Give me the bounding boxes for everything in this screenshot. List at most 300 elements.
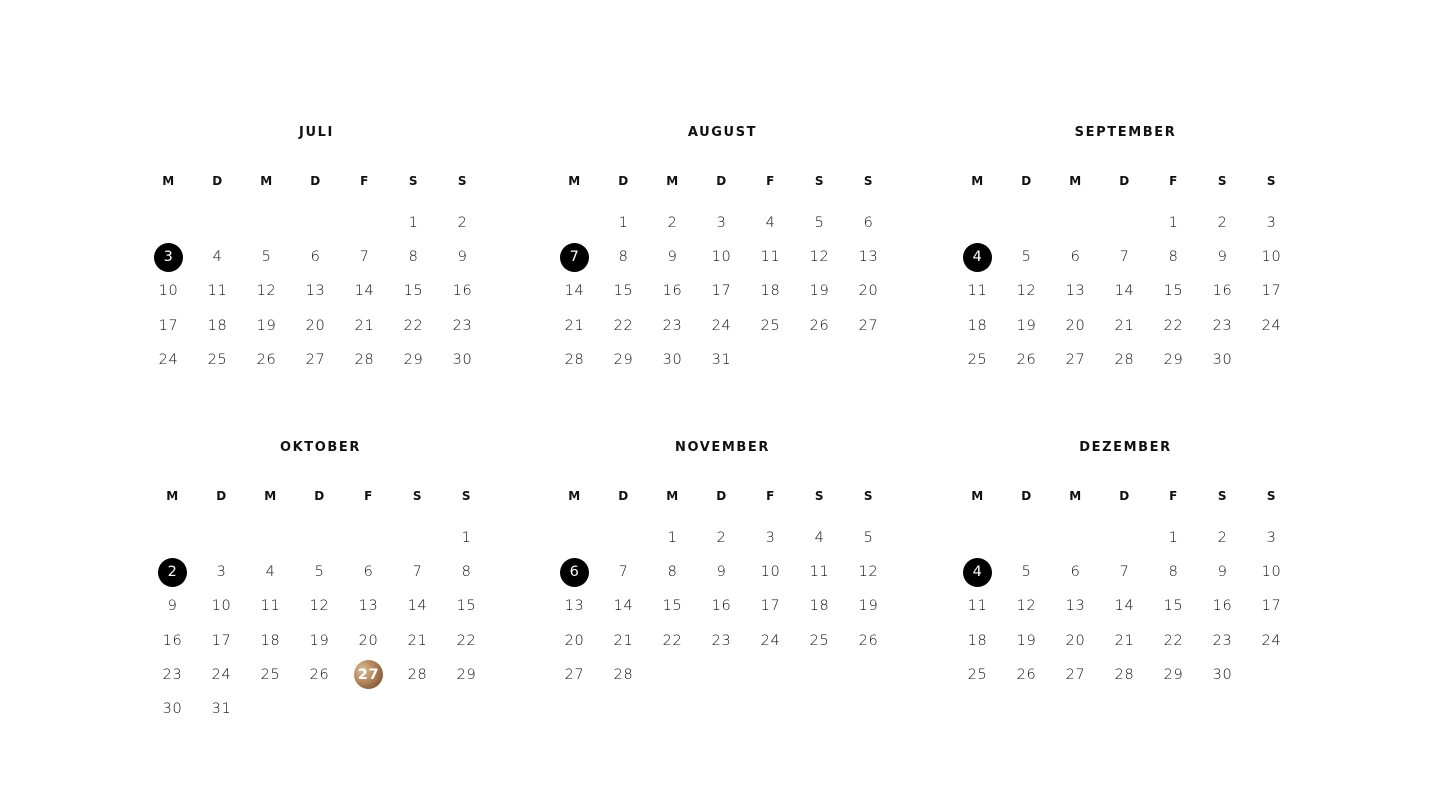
day-number: 18: [967, 632, 988, 649]
day-cell[interactable]: [697, 589, 746, 623]
day-cell[interactable]: [550, 309, 599, 343]
day-cell[interactable]: [1051, 240, 1100, 274]
day-cell[interactable]: [197, 555, 246, 589]
day-number: 13: [564, 598, 585, 615]
day-cell[interactable]: [599, 274, 648, 308]
day-cell[interactable]: [193, 309, 242, 343]
day-cell[interactable]: [295, 658, 344, 692]
day-cell[interactable]: [697, 343, 746, 377]
day-cell[interactable]: [340, 309, 389, 343]
day-number: 25: [760, 317, 781, 334]
day-cell[interactable]: [393, 658, 442, 692]
day-cell[interactable]: [295, 624, 344, 658]
day-number: 19: [309, 632, 330, 649]
day-cell[interactable]: [291, 309, 340, 343]
day-cell[interactable]: [953, 274, 1002, 308]
day-number: 19: [858, 598, 879, 615]
day-cell[interactable]: [599, 240, 648, 274]
day-number: 12: [1016, 598, 1037, 615]
day-cell[interactable]: [697, 309, 746, 343]
day-number: 23: [452, 317, 473, 334]
day-cell[interactable]: [193, 240, 242, 274]
day-number: 12: [256, 283, 277, 300]
day-cell[interactable]: [1002, 343, 1051, 377]
day-cell-photo[interactable]: [344, 658, 393, 692]
day-cell[interactable]: [197, 658, 246, 692]
day-cell[interactable]: [844, 624, 893, 658]
weekday-header: [144, 174, 489, 188]
day-cell[interactable]: [442, 624, 491, 658]
day-cell[interactable]: [1247, 624, 1296, 658]
day-cell[interactable]: [438, 206, 487, 240]
day-number: 23: [1212, 317, 1233, 334]
day-cell[interactable]: [550, 343, 599, 377]
day-cell[interactable]: [1198, 521, 1247, 555]
day-cell[interactable]: [844, 240, 893, 274]
day-cell[interactable]: [746, 589, 795, 623]
day-cell[interactable]: [953, 624, 1002, 658]
day-cell[interactable]: [393, 589, 442, 623]
day-cell[interactable]: [599, 658, 648, 692]
day-cell[interactable]: [393, 555, 442, 589]
day-cell[interactable]: [1198, 309, 1247, 343]
day-number: 16: [452, 283, 473, 300]
day-cell[interactable]: [438, 309, 487, 343]
day-cell[interactable]: [1247, 240, 1296, 274]
month-dezember: [953, 439, 1298, 692]
day-cell[interactable]: [1247, 309, 1296, 343]
day-cell[interactable]: [1100, 343, 1149, 377]
day-number: 23: [662, 317, 683, 334]
weekday-label: S: [1266, 174, 1277, 188]
day-cell[interactable]: [844, 589, 893, 623]
month-title: AUGUST: [687, 125, 758, 140]
day-cell[interactable]: [1198, 206, 1247, 240]
day-cell[interactable]: [144, 309, 193, 343]
day-cell[interactable]: [844, 555, 893, 589]
day-number: 30: [1212, 351, 1233, 368]
day-number: 30: [452, 351, 473, 368]
day-cell[interactable]: [746, 555, 795, 589]
weekday-label: D: [1119, 489, 1130, 503]
day-cell[interactable]: [1149, 240, 1198, 274]
weekday-label: M: [568, 489, 581, 503]
day-number: 17: [1261, 598, 1282, 615]
day-cell[interactable]: [697, 274, 746, 308]
day-number: 1: [408, 215, 419, 232]
day-cell[interactable]: [648, 555, 697, 589]
day-number: 25: [809, 632, 830, 649]
day-number: 1: [1168, 215, 1179, 232]
day-number: 11: [760, 249, 781, 266]
day-number: 31: [711, 351, 732, 368]
day-cell[interactable]: [1100, 555, 1149, 589]
day-number: 2: [667, 215, 678, 232]
empty-cell: [1051, 521, 1100, 555]
day-number: 20: [358, 632, 379, 649]
day-cell[interactable]: [795, 274, 844, 308]
day-cell[interactable]: [844, 521, 893, 555]
day-cell[interactable]: [1149, 309, 1198, 343]
day-cell[interactable]: [344, 555, 393, 589]
day-cell[interactable]: [1002, 309, 1051, 343]
day-cell[interactable]: [295, 555, 344, 589]
weekday-label: M: [666, 489, 679, 503]
day-cell[interactable]: [746, 240, 795, 274]
day-cell[interactable]: [295, 589, 344, 623]
day-number: 7: [560, 243, 589, 272]
day-cell[interactable]: [1149, 206, 1198, 240]
day-cell-highlighted[interactable]: [550, 240, 599, 274]
day-number: 10: [760, 564, 781, 581]
day-cell[interactable]: [1100, 624, 1149, 658]
day-cell[interactable]: [648, 206, 697, 240]
day-cell[interactable]: [438, 240, 487, 274]
weekday-label: M: [666, 174, 679, 188]
day-cell[interactable]: [697, 521, 746, 555]
day-cell[interactable]: [599, 555, 648, 589]
day-cell[interactable]: [393, 624, 442, 658]
day-cell[interactable]: [1149, 624, 1198, 658]
day-number: 21: [1114, 632, 1135, 649]
day-cell[interactable]: [1100, 274, 1149, 308]
day-cell[interactable]: [389, 309, 438, 343]
day-cell[interactable]: [953, 658, 1002, 692]
day-cell[interactable]: [197, 624, 246, 658]
weekday-label: M: [1069, 174, 1082, 188]
day-number: 28: [1114, 666, 1135, 683]
day-number: 27: [858, 317, 879, 334]
day-number: 23: [162, 666, 183, 683]
day-cell[interactable]: [1100, 589, 1149, 623]
day-cell[interactable]: [389, 343, 438, 377]
day-number: 13: [1065, 598, 1086, 615]
day-cell[interactable]: [1002, 624, 1051, 658]
empty-cell: [1002, 206, 1051, 240]
day-cell[interactable]: [550, 658, 599, 692]
day-cell[interactable]: [1051, 555, 1100, 589]
day-cell-highlighted[interactable]: [953, 555, 1002, 589]
day-cell[interactable]: [1198, 555, 1247, 589]
day-number: 7: [618, 564, 629, 581]
day-number: 2: [158, 558, 187, 587]
weekday-label: M: [568, 174, 581, 188]
day-number: 23: [711, 632, 732, 649]
day-cell[interactable]: [389, 206, 438, 240]
day-cell[interactable]: [344, 624, 393, 658]
day-cell[interactable]: [242, 240, 291, 274]
day-cell[interactable]: [344, 589, 393, 623]
day-number: 18: [809, 598, 830, 615]
day-number: 3: [154, 243, 183, 272]
weekday-header: [550, 174, 895, 188]
day-cell[interactable]: [148, 624, 197, 658]
day-number: 15: [403, 283, 424, 300]
day-grid: [953, 521, 1298, 692]
day-cell[interactable]: [148, 692, 197, 726]
day-cell[interactable]: [795, 555, 844, 589]
day-cell[interactable]: [844, 206, 893, 240]
day-cell[interactable]: [197, 692, 246, 726]
day-cell[interactable]: [442, 589, 491, 623]
day-number: 20: [564, 632, 585, 649]
day-cell[interactable]: [193, 343, 242, 377]
day-cell-highlighted[interactable]: [953, 240, 1002, 274]
day-cell[interactable]: [697, 624, 746, 658]
weekday-label: D: [716, 489, 727, 503]
day-number: 19: [1016, 317, 1037, 334]
day-cell[interactable]: [795, 624, 844, 658]
day-number: 20: [305, 317, 326, 334]
day-number: 1: [667, 530, 678, 547]
day-cell[interactable]: [1100, 658, 1149, 692]
day-cell[interactable]: [1149, 555, 1198, 589]
day-cell[interactable]: [795, 521, 844, 555]
day-number: 26: [1016, 351, 1037, 368]
day-number: 18: [260, 632, 281, 649]
day-number: 1: [618, 215, 629, 232]
day-cell[interactable]: [1198, 658, 1247, 692]
day-cell-highlighted[interactable]: [550, 555, 599, 589]
day-number: 10: [1261, 249, 1282, 266]
day-cell[interactable]: [340, 274, 389, 308]
day-cell[interactable]: [648, 521, 697, 555]
empty-cell: [340, 206, 389, 240]
day-number: 28: [613, 666, 634, 683]
day-cell[interactable]: [795, 589, 844, 623]
day-cell[interactable]: [697, 206, 746, 240]
day-cell[interactable]: [599, 309, 648, 343]
day-cell[interactable]: [1198, 624, 1247, 658]
day-cell[interactable]: [1247, 206, 1296, 240]
day-number: 7: [359, 249, 370, 266]
day-number: 27: [1065, 666, 1086, 683]
weekday-label: D: [1021, 489, 1032, 503]
day-cell[interactable]: [1198, 343, 1247, 377]
day-number: 22: [662, 632, 683, 649]
day-cell[interactable]: [1247, 589, 1296, 623]
day-cell[interactable]: [795, 206, 844, 240]
day-cell[interactable]: [746, 624, 795, 658]
day-cell[interactable]: [148, 589, 197, 623]
day-number: 18: [760, 283, 781, 300]
day-cell[interactable]: [438, 274, 487, 308]
day-number: 6: [363, 564, 374, 581]
day-number: 22: [1163, 317, 1184, 334]
day-cell[interactable]: [148, 658, 197, 692]
day-cell[interactable]: [648, 274, 697, 308]
day-number: 18: [967, 317, 988, 334]
day-cell[interactable]: [1149, 274, 1198, 308]
day-number: 5: [261, 249, 272, 266]
day-number: 3: [1266, 215, 1277, 232]
day-cell[interactable]: [1051, 309, 1100, 343]
empty-cell: [550, 521, 599, 555]
day-number: 8: [408, 249, 419, 266]
day-cell[interactable]: [340, 240, 389, 274]
day-cell[interactable]: [1100, 240, 1149, 274]
day-cell[interactable]: [953, 589, 1002, 623]
day-cell[interactable]: [1198, 589, 1247, 623]
day-cell[interactable]: [1149, 658, 1198, 692]
day-cell[interactable]: [1051, 274, 1100, 308]
weekday-label: S: [814, 174, 825, 188]
day-number: 19: [1016, 632, 1037, 649]
day-cell[interactable]: [1002, 240, 1051, 274]
day-cell[interactable]: [697, 555, 746, 589]
day-cell[interactable]: [197, 589, 246, 623]
day-cell[interactable]: [291, 240, 340, 274]
empty-cell: [295, 521, 344, 555]
weekday-label: F: [1169, 489, 1178, 503]
empty-cell: [393, 521, 442, 555]
day-number: 6: [560, 558, 589, 587]
day-cell[interactable]: [844, 309, 893, 343]
day-number: 26: [858, 632, 879, 649]
weekday-label: F: [766, 489, 775, 503]
day-cell[interactable]: [1149, 521, 1198, 555]
day-cell-highlighted[interactable]: [144, 240, 193, 274]
month-november: [550, 439, 895, 692]
day-cell[interactable]: [246, 624, 295, 658]
day-cell-highlighted[interactable]: [148, 555, 197, 589]
weekday-header: [953, 174, 1298, 188]
day-cell[interactable]: [246, 658, 295, 692]
day-cell[interactable]: [1002, 658, 1051, 692]
day-number: 10: [158, 283, 179, 300]
day-number: 24: [1261, 632, 1282, 649]
day-cell[interactable]: [1002, 555, 1051, 589]
day-cell[interactable]: [144, 274, 193, 308]
day-cell[interactable]: [599, 343, 648, 377]
day-cell[interactable]: [648, 343, 697, 377]
day-cell[interactable]: [550, 624, 599, 658]
day-number: 22: [456, 632, 477, 649]
day-number: 6: [1070, 249, 1081, 266]
day-number: 24: [211, 666, 232, 683]
day-cell[interactable]: [599, 589, 648, 623]
day-number: 14: [1114, 283, 1135, 300]
day-cell[interactable]: [550, 589, 599, 623]
day-number: 10: [1261, 564, 1282, 581]
day-cell[interactable]: [242, 343, 291, 377]
day-cell[interactable]: [242, 274, 291, 308]
day-cell[interactable]: [442, 658, 491, 692]
day-cell[interactable]: [746, 521, 795, 555]
day-cell[interactable]: [648, 624, 697, 658]
day-cell[interactable]: [1247, 521, 1296, 555]
day-number: 17: [1261, 283, 1282, 300]
day-cell[interactable]: [1100, 309, 1149, 343]
day-cell[interactable]: [442, 555, 491, 589]
weekday-label: M: [1069, 489, 1082, 503]
day-number: 28: [1114, 351, 1135, 368]
day-number: 13: [1065, 283, 1086, 300]
day-cell[interactable]: [246, 555, 295, 589]
day-cell[interactable]: [1051, 589, 1100, 623]
day-cell[interactable]: [550, 274, 599, 308]
weekday-label: S: [457, 174, 468, 188]
day-cell[interactable]: [697, 240, 746, 274]
month-title: NOVEMBER: [674, 440, 771, 455]
day-cell[interactable]: [599, 206, 648, 240]
day-cell[interactable]: [1198, 274, 1247, 308]
weekday-label: S: [1217, 174, 1228, 188]
day-cell[interactable]: [1051, 658, 1100, 692]
day-cell[interactable]: [1247, 555, 1296, 589]
day-number: 12: [858, 564, 879, 581]
day-cell[interactable]: [648, 589, 697, 623]
day-cell[interactable]: [746, 274, 795, 308]
day-cell[interactable]: [746, 206, 795, 240]
day-cell[interactable]: [648, 240, 697, 274]
day-cell[interactable]: [1002, 274, 1051, 308]
day-cell[interactable]: [1149, 589, 1198, 623]
day-number: 6: [1070, 564, 1081, 581]
empty-cell: [144, 206, 193, 240]
day-cell[interactable]: [291, 274, 340, 308]
day-cell[interactable]: [1051, 624, 1100, 658]
empty-cell: [1100, 206, 1149, 240]
day-cell[interactable]: [746, 309, 795, 343]
day-cell[interactable]: [442, 521, 491, 555]
day-number: 8: [1168, 564, 1179, 581]
day-number: 9: [457, 249, 468, 266]
day-number: 17: [211, 632, 232, 649]
day-cell[interactable]: [844, 274, 893, 308]
day-number: 22: [403, 317, 424, 334]
day-cell[interactable]: [1051, 343, 1100, 377]
day-number: 23: [1212, 632, 1233, 649]
day-cell[interactable]: [1149, 343, 1198, 377]
empty-cell: [1002, 521, 1051, 555]
day-cell[interactable]: [193, 274, 242, 308]
day-cell[interactable]: [291, 343, 340, 377]
day-grid: [550, 521, 895, 692]
weekday-label: F: [364, 489, 373, 503]
day-cell[interactable]: [795, 240, 844, 274]
month-august: [550, 124, 895, 377]
day-number: 5: [814, 215, 825, 232]
day-cell[interactable]: [599, 624, 648, 658]
day-cell[interactable]: [389, 274, 438, 308]
empty-cell: [1051, 206, 1100, 240]
day-cell[interactable]: [1247, 274, 1296, 308]
day-cell[interactable]: [389, 240, 438, 274]
empty-cell: [599, 521, 648, 555]
day-cell[interactable]: [953, 309, 1002, 343]
day-cell[interactable]: [1198, 240, 1247, 274]
day-number: 2: [1217, 215, 1228, 232]
day-number: 11: [207, 283, 228, 300]
day-number: 13: [858, 249, 879, 266]
day-cell[interactable]: [144, 343, 193, 377]
day-cell[interactable]: [953, 343, 1002, 377]
day-number: 28: [564, 351, 585, 368]
day-number: 20: [1065, 317, 1086, 334]
weekday-label: M: [264, 489, 277, 503]
day-cell[interactable]: [242, 309, 291, 343]
day-cell[interactable]: [438, 343, 487, 377]
day-cell[interactable]: [648, 309, 697, 343]
day-cell[interactable]: [340, 343, 389, 377]
day-cell[interactable]: [246, 589, 295, 623]
day-number: 9: [1217, 564, 1228, 581]
day-cell[interactable]: [1002, 589, 1051, 623]
weekday-label: D: [310, 174, 321, 188]
weekday-label: S: [461, 489, 472, 503]
day-cell[interactable]: [795, 309, 844, 343]
